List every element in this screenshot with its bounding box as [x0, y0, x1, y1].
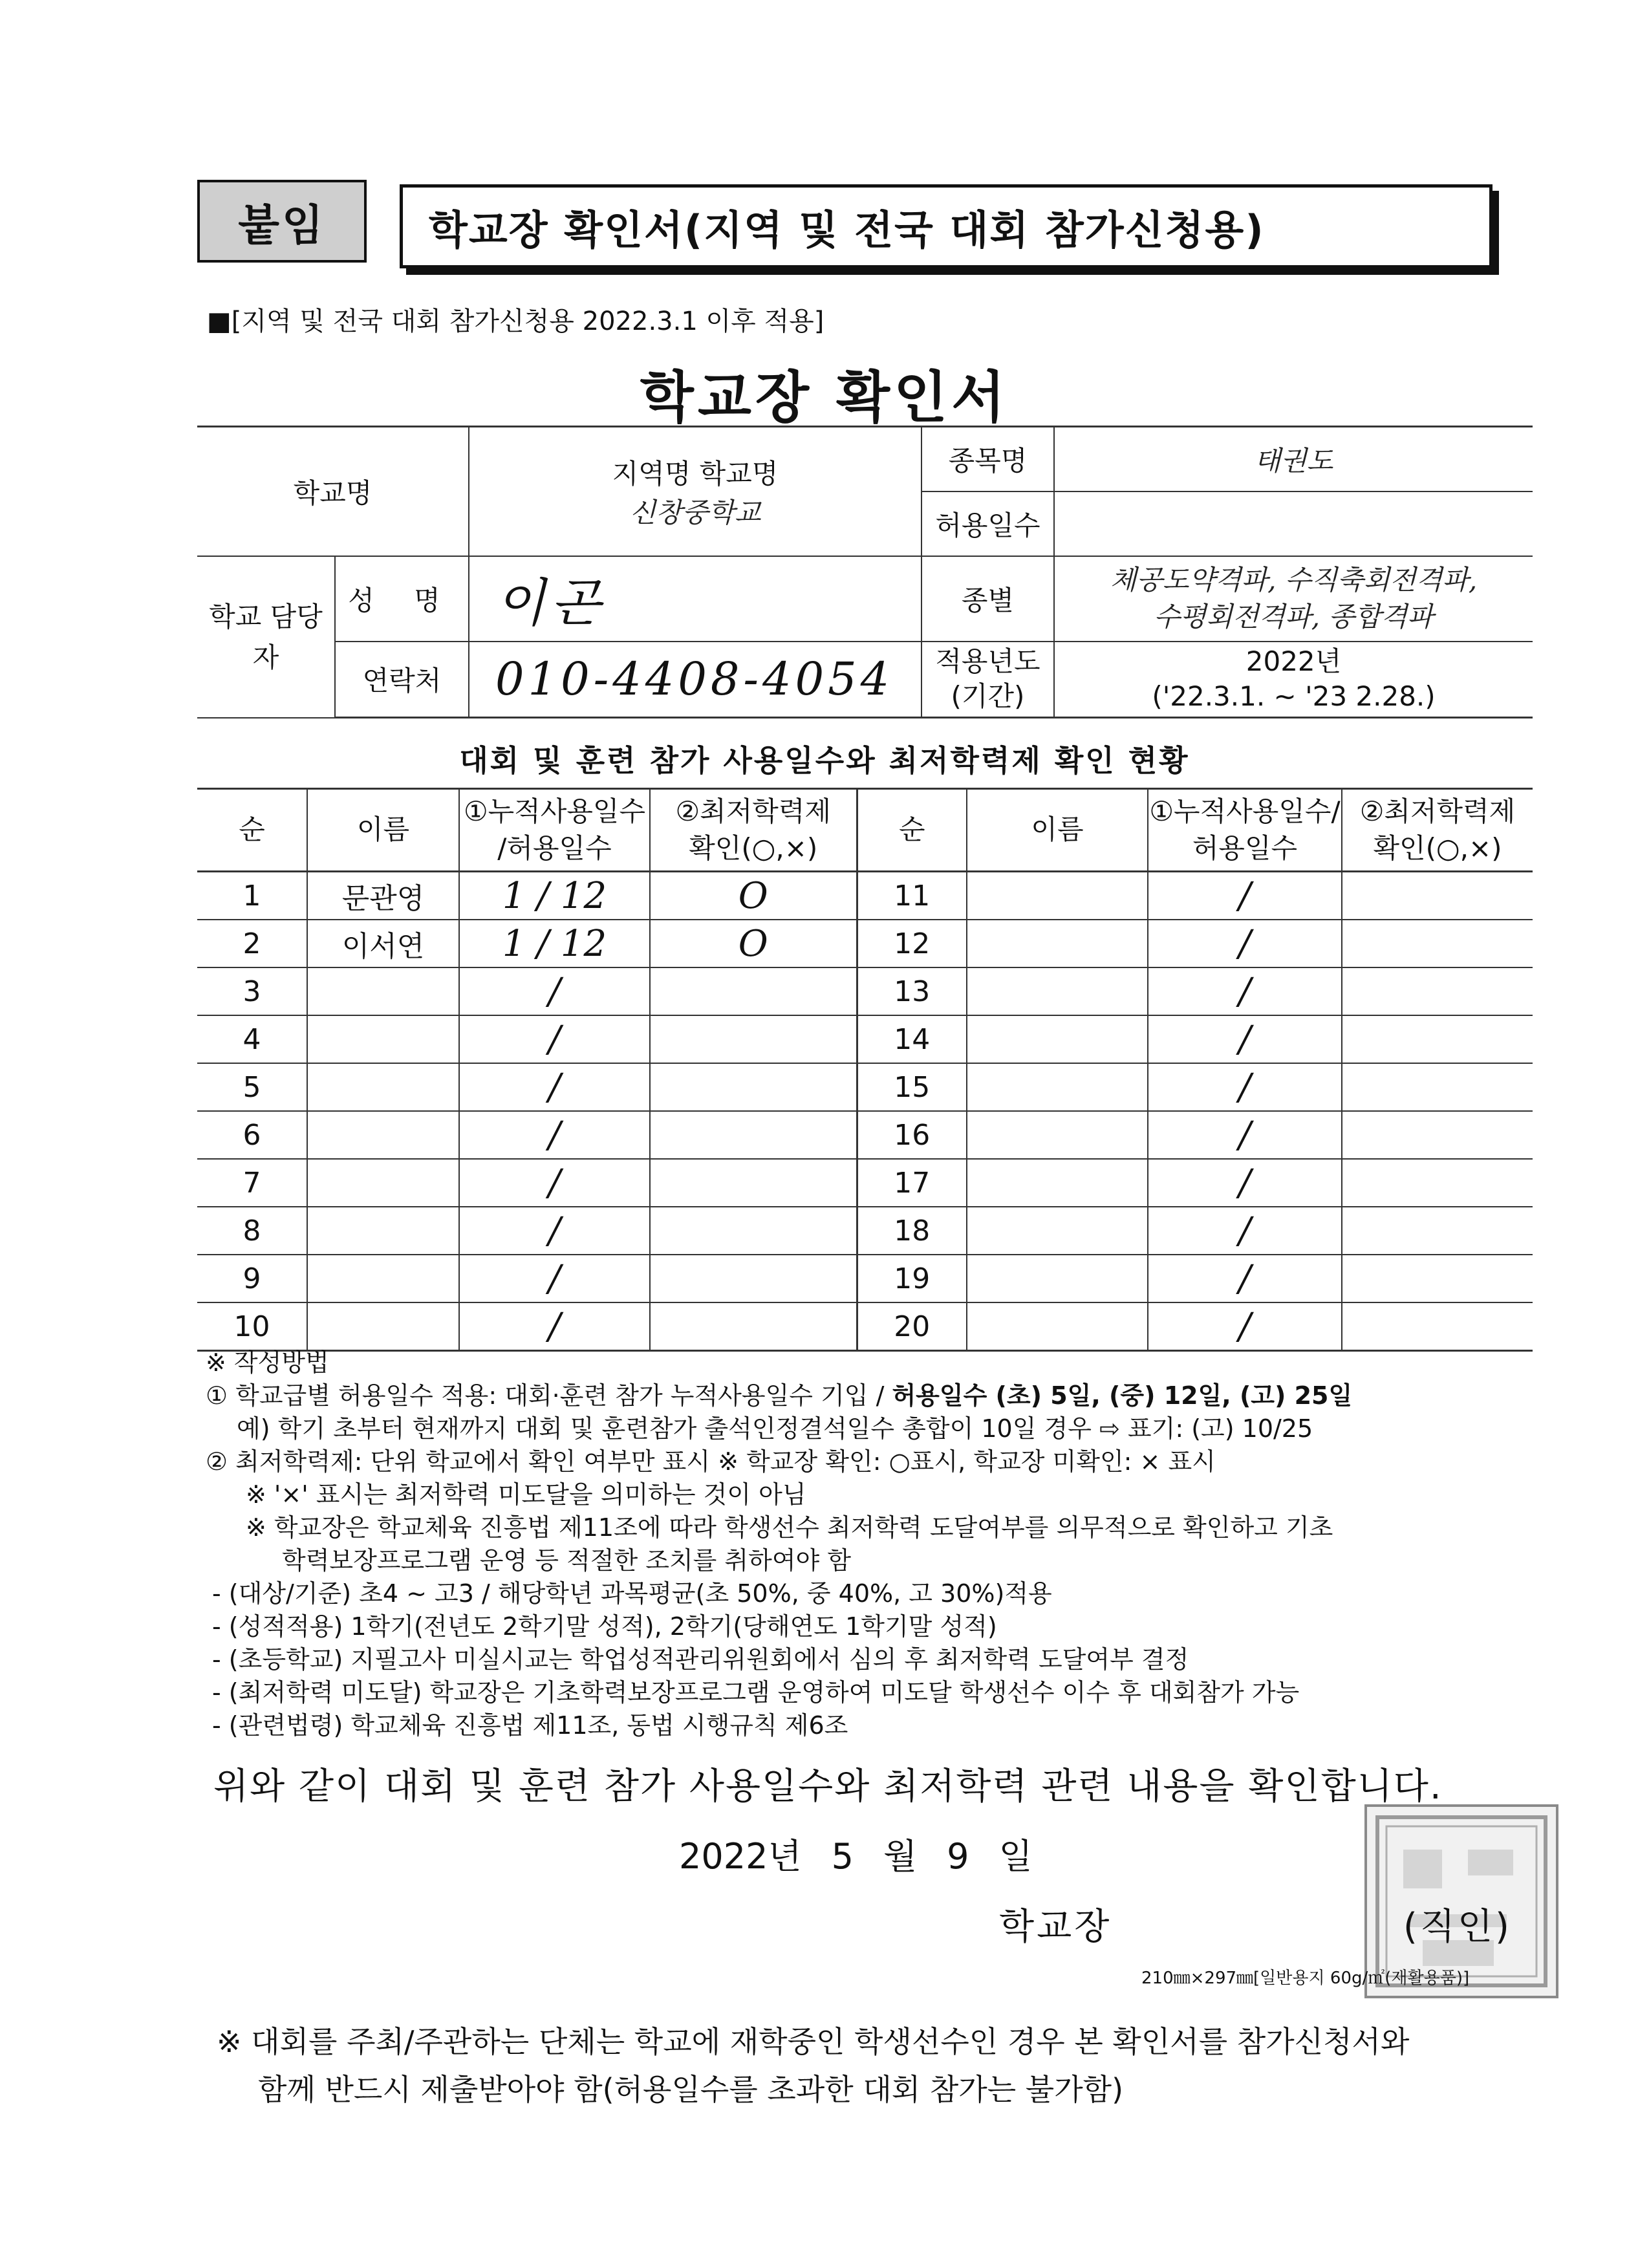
document-header-title: 학교장 확인서(지역 및 전국 대회 참가신청용)	[400, 184, 1493, 268]
school-name-cell	[469, 427, 921, 556]
table-row	[197, 1207, 1533, 1255]
school-name-heading: 지역명 학교명	[612, 457, 779, 490]
note-1-allowed-days: 허용일수 (초) 5일, (중) 12일, (고) 25일	[892, 1381, 1353, 1410]
days-used-allowed[interactable]: /	[1148, 1207, 1342, 1255]
header-no-right: 순	[857, 789, 967, 872]
row-number: 14	[857, 1015, 967, 1063]
detail-5: - (관련법령) 학교체육 진흥법 제11조, 동법 시행규칙 제6조	[212, 1711, 848, 1740]
days-used-allowed[interactable]: /	[1148, 1159, 1342, 1207]
academic-check[interactable]	[650, 1015, 857, 1063]
year-value: 2022년	[1245, 645, 1342, 677]
header-days-line2: /허용일수	[497, 832, 612, 864]
row-number: 5	[197, 1063, 307, 1111]
row-number: 9	[197, 1255, 307, 1302]
days-used-allowed[interactable]: /	[1148, 1015, 1342, 1063]
days-used-allowed[interactable]: /	[1148, 1063, 1342, 1111]
academic-check[interactable]	[650, 1063, 857, 1111]
table-row	[197, 1255, 1533, 1302]
date-day-num: 9	[947, 1836, 969, 1877]
year-period: ('22.3.1. ~ '23 2.28.)	[1152, 680, 1436, 713]
header-no: 순	[197, 789, 307, 872]
table-row	[197, 920, 1533, 967]
header-academic-right-line2: 확인(○,×)	[1373, 832, 1502, 864]
days-used-allowed[interactable]: /	[459, 1255, 650, 1302]
days-used-allowed[interactable]: /	[459, 1063, 650, 1111]
row-number: 20	[857, 1302, 967, 1351]
student-name[interactable]	[967, 1111, 1148, 1159]
row-number: 10	[197, 1302, 307, 1351]
student-name[interactable]	[307, 1111, 459, 1159]
days-used-allowed[interactable]: /	[459, 1159, 650, 1207]
header-days-right-line2: 허용일수	[1192, 832, 1298, 864]
seal-label: (직인)	[1403, 1906, 1512, 1948]
student-name[interactable]	[967, 1207, 1148, 1255]
table-row	[197, 1063, 1533, 1111]
academic-check[interactable]	[650, 1255, 857, 1302]
date-day-label: 일	[998, 1836, 1033, 1877]
note-2-a: ※ '×' 표시는 최저학력 미도달을 의미하는 것이 아님	[246, 1480, 806, 1509]
document-date	[679, 1829, 1062, 1879]
confirmation-statement: 위와 같이 대회 및 훈련 참가 사용일수와 최저학력 관련 내용을 확인합니다.	[213, 1766, 1443, 1808]
days-used-allowed[interactable]: /	[459, 1111, 650, 1159]
academic-check[interactable]	[1342, 920, 1533, 967]
category-value-cell	[1054, 556, 1533, 642]
detail-3: - (초등학교) 지필고사 미실시교는 학업성적관리위원회에서 심의 후 최저학력 도달여부 결정	[212, 1645, 1189, 1674]
footer-note	[217, 2018, 1409, 2113]
school-label: 학교명	[197, 427, 469, 556]
days-used-allowed[interactable]: /	[1148, 1111, 1342, 1159]
note-1-text: ① 학교급별 허용일수 적용: 대회·훈련 참가 누적사용일수 기입 /	[206, 1381, 892, 1410]
school-name-value[interactable]: 신창중학교	[629, 496, 761, 528]
student-name[interactable]	[967, 1255, 1148, 1302]
days-used-allowed[interactable]: /	[459, 1302, 650, 1351]
date-year: 2022년	[679, 1836, 802, 1877]
header-name: 이름	[307, 789, 459, 872]
table-row	[197, 872, 1533, 920]
days-used-allowed[interactable]: /	[459, 967, 650, 1015]
manager-name-value[interactable]: 이곤	[495, 573, 606, 633]
academic-check[interactable]	[650, 1207, 857, 1255]
days-used-allowed[interactable]: /	[459, 1015, 650, 1063]
paper-spec: 210㎜×297㎜[일반용지 60g/㎡(재활용품)]	[1141, 1969, 1470, 1988]
category-value-line1[interactable]: 체공도약격파, 수직축회전격파,	[1110, 563, 1478, 596]
header-academic-line1: ②최저학력제	[675, 795, 831, 827]
applicability-note: ■[지역 및 전국 대회 참가신청용 2022.3.1 이후 적용]	[207, 307, 824, 336]
footer-line-2: 함께 반드시 제출받아야 함(허용일수를 초과한 대회 참가는 불가함)	[258, 2072, 1124, 2107]
student-name[interactable]	[307, 1015, 459, 1063]
row-number: 7	[197, 1159, 307, 1207]
student-name[interactable]	[967, 1063, 1148, 1111]
days-used-allowed[interactable]: 1 / 12	[459, 872, 650, 920]
table-row	[197, 967, 1533, 1015]
row-number: 12	[857, 920, 967, 967]
event-value[interactable]: 태권도	[1054, 427, 1533, 491]
student-name[interactable]	[967, 920, 1148, 967]
row-number: 3	[197, 967, 307, 1015]
academic-check[interactable]	[1342, 1302, 1533, 1351]
manager-label: 학교 담당자	[197, 556, 335, 718]
student-name[interactable]	[967, 1302, 1148, 1351]
row-number: 11	[857, 872, 967, 920]
student-name[interactable]	[967, 967, 1148, 1015]
student-name[interactable]	[967, 1015, 1148, 1063]
row-number: 18	[857, 1207, 967, 1255]
footer-line-1: ※ 대회를 주최/주관하는 단체는 학교에 재학중인 학생선수인 경우 본 확인서를 참가신청서와	[217, 2024, 1410, 2059]
student-name[interactable]	[307, 967, 459, 1015]
student-name[interactable]	[307, 1063, 459, 1111]
detail-4: - (최저학력 미도달) 학교장은 기초학력보장프로그램 운영하여 미도달 학생선수 이수 후 대회참가 가능	[212, 1678, 1300, 1707]
category-value-line2[interactable]: 수평회전격파, 종합격파	[1154, 600, 1434, 632]
academic-check[interactable]	[650, 967, 857, 1015]
student-name[interactable]: 이서연	[307, 920, 459, 967]
student-name[interactable]	[307, 1302, 459, 1351]
student-name[interactable]: 문관영	[307, 872, 459, 920]
note-1-example: 예) 학기 초부터 현재까지 대회 및 훈련참가 출석인정결석일수 총합이 10일 경우 ⇨ 표기: (고) 10/25	[237, 1414, 1313, 1443]
contact-value-cell	[469, 642, 921, 718]
academic-check[interactable]	[650, 1111, 857, 1159]
header-academic-right	[1342, 789, 1533, 872]
student-name[interactable]	[307, 1159, 459, 1207]
row-number: 13	[857, 967, 967, 1015]
principal-label: 학교장	[999, 1906, 1112, 1948]
student-name[interactable]	[967, 1159, 1148, 1207]
row-number: 1	[197, 872, 307, 920]
header-academic-right-line1: ②최저학력제	[1359, 795, 1516, 827]
header-academic	[650, 789, 857, 872]
year-label: 적용년도	[935, 645, 1040, 677]
days-used-allowed[interactable]: /	[459, 1207, 650, 1255]
academic-check[interactable]	[1342, 1207, 1533, 1255]
academic-check[interactable]	[1342, 872, 1533, 920]
days-used-allowed[interactable]: 1 / 12	[459, 920, 650, 967]
student-name[interactable]	[967, 872, 1148, 920]
header-days-right-line1: ①누적사용일수/	[1149, 795, 1341, 827]
instructions	[206, 1346, 1551, 1742]
row-number: 2	[197, 920, 307, 967]
table-row	[197, 1015, 1533, 1063]
name-value-cell	[469, 556, 921, 642]
academic-check[interactable]	[1342, 1255, 1533, 1302]
academic-check[interactable]	[1342, 1015, 1533, 1063]
row-number: 15	[857, 1063, 967, 1111]
academic-check[interactable]	[1342, 1159, 1533, 1207]
date-month-num: 5	[831, 1836, 854, 1877]
records-table	[197, 788, 1533, 1352]
days-used-allowed[interactable]: /	[1148, 872, 1342, 920]
info-table	[197, 426, 1533, 718]
academic-check[interactable]: O	[650, 872, 857, 920]
contact-value[interactable]: 010-4408-4054	[495, 653, 894, 706]
notes-heading: ※ 작성방법	[206, 1348, 329, 1377]
section-title: 대회 및 훈련 참가 사용일수와 최저학력제 확인 현황	[459, 743, 1190, 778]
detail-1: - (대상/기준) 초4 ~ 고3 / 해당학년 과목평균(초 50%, 중 40%, 고 30%)적용	[212, 1579, 1052, 1608]
main-title: 학교장 확인서	[640, 365, 1009, 430]
academic-check[interactable]	[1342, 967, 1533, 1015]
allowed-days-value[interactable]	[1054, 491, 1533, 556]
header-name-right: 이름	[967, 789, 1148, 872]
table-row	[197, 1111, 1533, 1159]
year-label-cell	[921, 642, 1054, 718]
year-label-period: (기간)	[951, 680, 1025, 713]
detail-2: - (성적적용) 1학기(전년도 2학기말 성적), 2학기(당해연도 1학기말 성적)	[212, 1612, 997, 1641]
row-number: 4	[197, 1015, 307, 1063]
row-number: 19	[857, 1255, 967, 1302]
table-row	[197, 1159, 1533, 1207]
academic-check[interactable]: O	[650, 920, 857, 967]
contact-label: 연락처	[335, 642, 469, 718]
header-days-right	[1148, 789, 1342, 872]
allowed-days-label: 허용일수	[921, 491, 1054, 556]
row-number: 16	[857, 1111, 967, 1159]
days-used-allowed[interactable]: /	[1148, 1302, 1342, 1351]
student-name[interactable]	[307, 1207, 459, 1255]
days-used-allowed[interactable]: /	[1148, 1255, 1342, 1302]
header-days-line1: ①누적사용일수	[463, 795, 646, 827]
academic-check[interactable]	[650, 1159, 857, 1207]
academic-check[interactable]	[650, 1302, 857, 1351]
table-row	[197, 1302, 1533, 1351]
note-2-b-cont: 학력보장프로그램 운영 등 적절한 조치를 취하여야 함	[282, 1546, 852, 1575]
note-2-b: ※ 학교장은 학교체육 진흥법 제11조에 따라 학생선수 최저학력 도달여부를 의무적으로 확인하고 기초	[246, 1513, 1333, 1542]
header-days	[459, 789, 650, 872]
note-2: ② 최저학력제: 단위 학교에서 확인 여부만 표시 ※ 학교장 확인: ○표시, 학교장 미확인: × 표시	[206, 1447, 1216, 1476]
name-label: 성 명	[335, 556, 469, 642]
event-label: 종목명	[921, 427, 1054, 491]
student-name[interactable]	[307, 1255, 459, 1302]
row-number: 17	[857, 1159, 967, 1207]
note-1	[206, 1379, 1551, 1412]
academic-check[interactable]	[1342, 1111, 1533, 1159]
category-label: 종별	[921, 556, 1054, 642]
date-month-label: 월	[883, 1836, 918, 1877]
year-value-cell	[1054, 642, 1533, 718]
days-used-allowed[interactable]: /	[1148, 967, 1342, 1015]
row-number: 6	[197, 1111, 307, 1159]
attachment-tag: 붙임	[197, 180, 367, 263]
row-number: 8	[197, 1207, 307, 1255]
academic-check[interactable]	[1342, 1063, 1533, 1111]
header-academic-line2: 확인(○,×)	[689, 832, 818, 864]
days-used-allowed[interactable]: /	[1148, 920, 1342, 967]
